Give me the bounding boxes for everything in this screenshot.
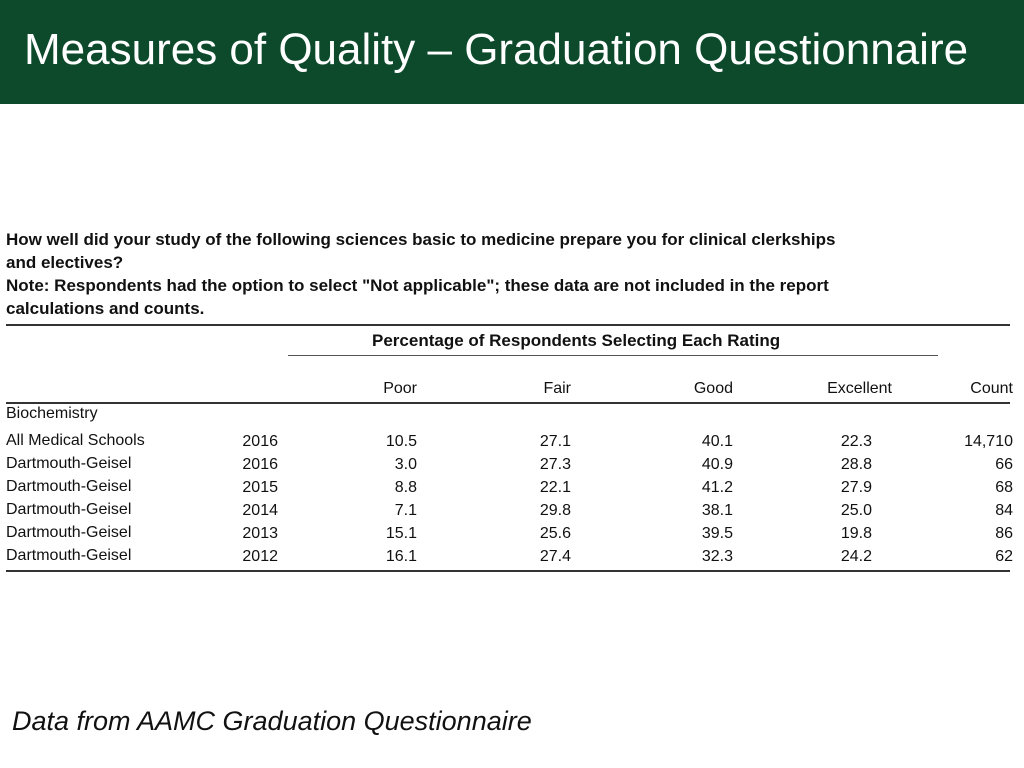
cell-good: 40.1 [701, 433, 733, 450]
section-label: Biochemistry [6, 405, 98, 422]
table-bottom-rule [6, 570, 1010, 572]
cell-good: 32.3 [701, 548, 733, 565]
cell-fair: 27.1 [539, 433, 571, 450]
slide-title: Measures of Quality – Graduation Questionnaire [24, 25, 969, 74]
title-banner [0, 0, 1024, 104]
cell-year: 2013 [242, 525, 278, 542]
cell-school: Dartmouth-Geisel [6, 547, 132, 564]
cell-good: 41.2 [701, 479, 733, 496]
col-header-count: Count [970, 380, 1013, 397]
question-note-line-1: Note: Respondents had the option to select "Not applicable"; these data are not included in the report [6, 276, 829, 295]
question-line-1: How well did your study of the following sciences basic to medicine prepare you for clinical clerkships [6, 230, 836, 249]
cell-poor: 10.5 [385, 433, 417, 450]
cell-poor: 7.1 [394, 502, 417, 519]
question-line-2: and electives? [6, 253, 124, 272]
cell-fair: 22.1 [539, 479, 571, 496]
cell-poor: 16.1 [385, 548, 417, 565]
cell-year: 2016 [242, 433, 278, 450]
cell-excellent: 28.8 [840, 456, 872, 473]
cell-count: 68 [995, 479, 1013, 496]
cell-excellent: 24.2 [840, 548, 872, 565]
data-source-note: Data from AAMC Graduation Questionnaire [12, 706, 532, 736]
cell-school: Dartmouth-Geisel [6, 501, 132, 518]
cell-school: Dartmouth-Geisel [6, 524, 132, 541]
cell-fair: 29.8 [539, 502, 571, 519]
cell-good: 39.5 [701, 525, 733, 542]
cell-fair: 25.6 [539, 525, 571, 542]
group-header: Percentage of Respondents Selecting Each Rating [372, 331, 781, 350]
cell-excellent: 25.0 [840, 502, 872, 519]
cell-count: 14,710 [964, 433, 1013, 450]
cell-poor: 15.1 [385, 525, 417, 542]
col-header-fair: Fair [543, 380, 571, 397]
cell-count: 62 [995, 548, 1013, 565]
col-header-excellent: Excellent [827, 380, 892, 397]
cell-count: 86 [995, 525, 1013, 542]
cell-good: 38.1 [701, 502, 733, 519]
cell-school: All Medical Schools [6, 432, 145, 449]
cell-fair: 27.4 [539, 548, 571, 565]
cell-poor: 3.0 [394, 456, 417, 473]
cell-poor: 8.8 [394, 479, 417, 496]
cell-school: Dartmouth-Geisel [6, 455, 132, 472]
group-header-rule [288, 355, 938, 356]
cell-excellent: 22.3 [840, 433, 872, 450]
header-bottom-rule [6, 402, 1010, 404]
cell-school: Dartmouth-Geisel [6, 478, 132, 495]
cell-year: 2014 [242, 502, 278, 519]
cell-year: 2015 [242, 479, 278, 496]
cell-count: 84 [995, 502, 1013, 519]
cell-fair: 27.3 [539, 456, 571, 473]
cell-count: 66 [995, 456, 1013, 473]
survey-question [6, 228, 1006, 320]
cell-year: 2016 [242, 456, 278, 473]
cell-year: 2012 [242, 548, 278, 565]
cell-excellent: 27.9 [840, 479, 872, 496]
col-header-good: Good [693, 380, 733, 397]
table-top-rule [6, 324, 1010, 326]
question-note-line-2: calculations and counts. [6, 299, 205, 318]
cell-good: 40.9 [701, 456, 733, 473]
cell-excellent: 19.8 [840, 525, 872, 542]
col-header-poor: Poor [383, 380, 417, 397]
